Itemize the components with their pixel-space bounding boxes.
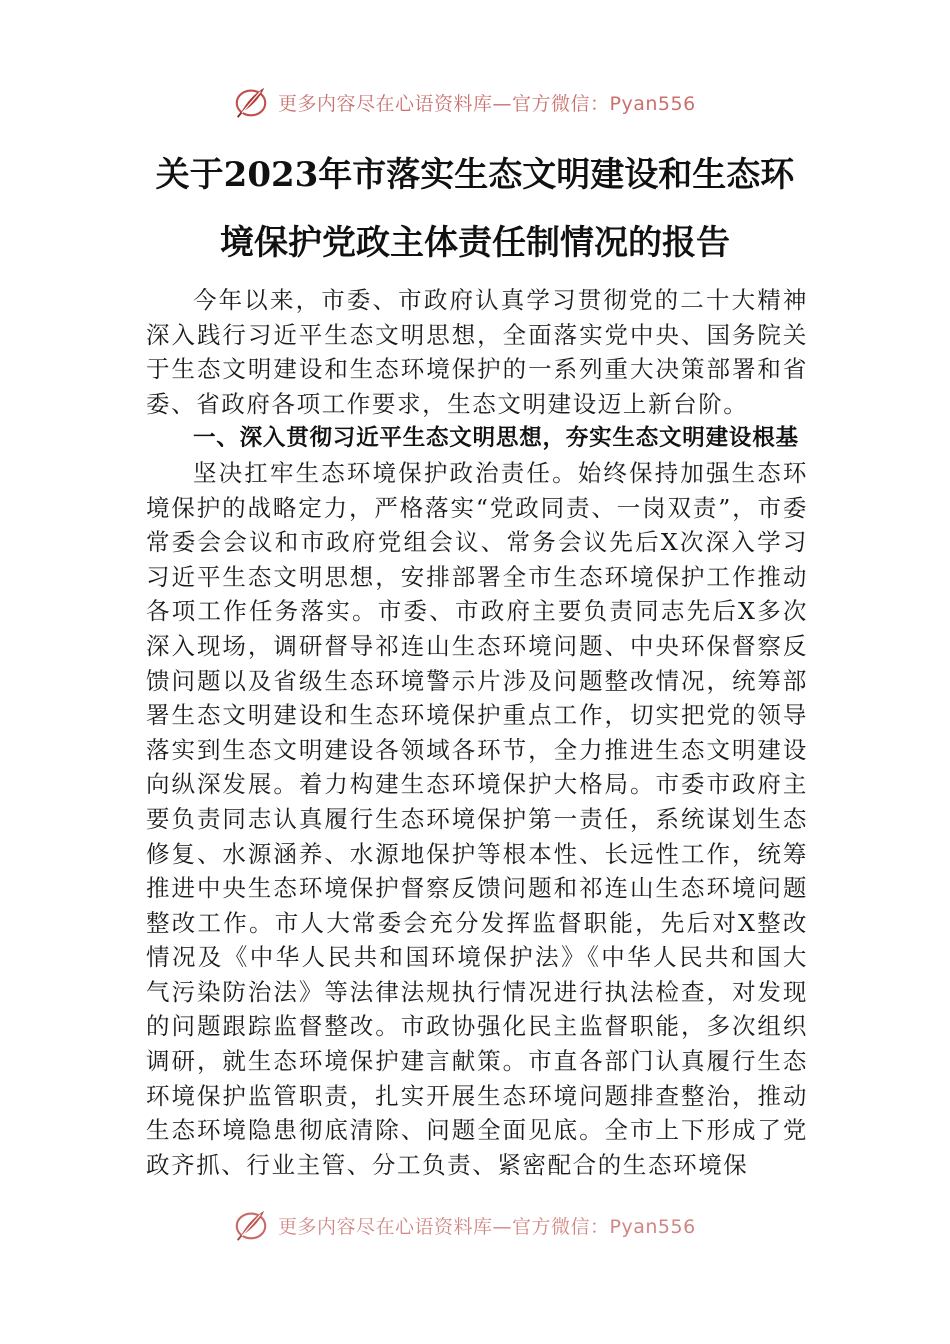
intro-paragraph: 今年以来，市委、市政府认真学习贯彻党的二十大精神深入践行习近平生态文明思想，全面落实党中央、国务院关于生态文明建设和生态环境保护的一系列重大决策部署和省委、省政府各项工作要求，生态文明建设迈上新台阶。 [146, 286, 808, 418]
document-title-line-1: 关于2023年市落实生态文明建设和生态环 [155, 155, 795, 195]
watermark-text: 更多内容尽在心语资料库—官方微信：Pyan556 [278, 1215, 696, 1238]
watermark-footer [232, 1205, 752, 1245]
feather-pen-logo-icon [232, 1206, 270, 1244]
section-1-heading: 一、深入贯彻习近平生态文明思想，夯实生态文明建设根基 [193, 425, 799, 452]
watermark-header [232, 82, 752, 122]
watermark-text: 更多内容尽在心语资料库—官方微信：Pyan556 [278, 92, 696, 115]
feather-pen-logo-icon [232, 83, 270, 121]
document-body [146, 283, 808, 1213]
document-title-line-2: 境保护党政主体责任制情况的报告 [220, 223, 730, 263]
section-1-paragraph: 坚决扛牢生态环境保护政治责任。始终保持加强生态环境保护的战略定力，严格落实“党政同责、一岗双责”，市委常委会会议和市政府党组会议、常务会议先后X次深入学习习近平生态文明思想，安排部署全市生态环境保护工作推动各项工作任务落实。市委、市政府主要负责同志先后X多次深入现场，调研督导祁连山生态环境问题、中央环保督察反馈问题以及省级生态环境警示片涉及问题整改情况，统筹部署生态文明建设和生态环境保护重点工作，切实把党的领导落实到生态文明建设各领域各环节，全力推进生态文明建设向纵深发展。着力构建生态环境保护大格局。市委市政府主要负责同志认真履行生态环境保护第一责任，系统谋划生态修复、水源涵养、水源地保护等根本性、长远性工作，统筹推进中央生态环境保护督察反馈问题和祁连山生态环境问题整改工作。市人大常委会充分发挥监督职能，先后对X整改情况及《中华人民共和国环境保护法》《中华人民共和国大气污染防治法》等法律法规执行情况进行执法检查，对发现的问题跟踪监督整改。市政协强化民主监督职能，多次组织调研，就生态环境保护建言献策。市直各部门认真履行生态环境保护监管职责，扎实开展生态环境问题排查整治，推动生态环境隐患彻底清除、问题全面见底。全市上下形成了党政齐抓、行业主管、分工负责、紧密配合的生态环境保 [146, 458, 808, 1179]
